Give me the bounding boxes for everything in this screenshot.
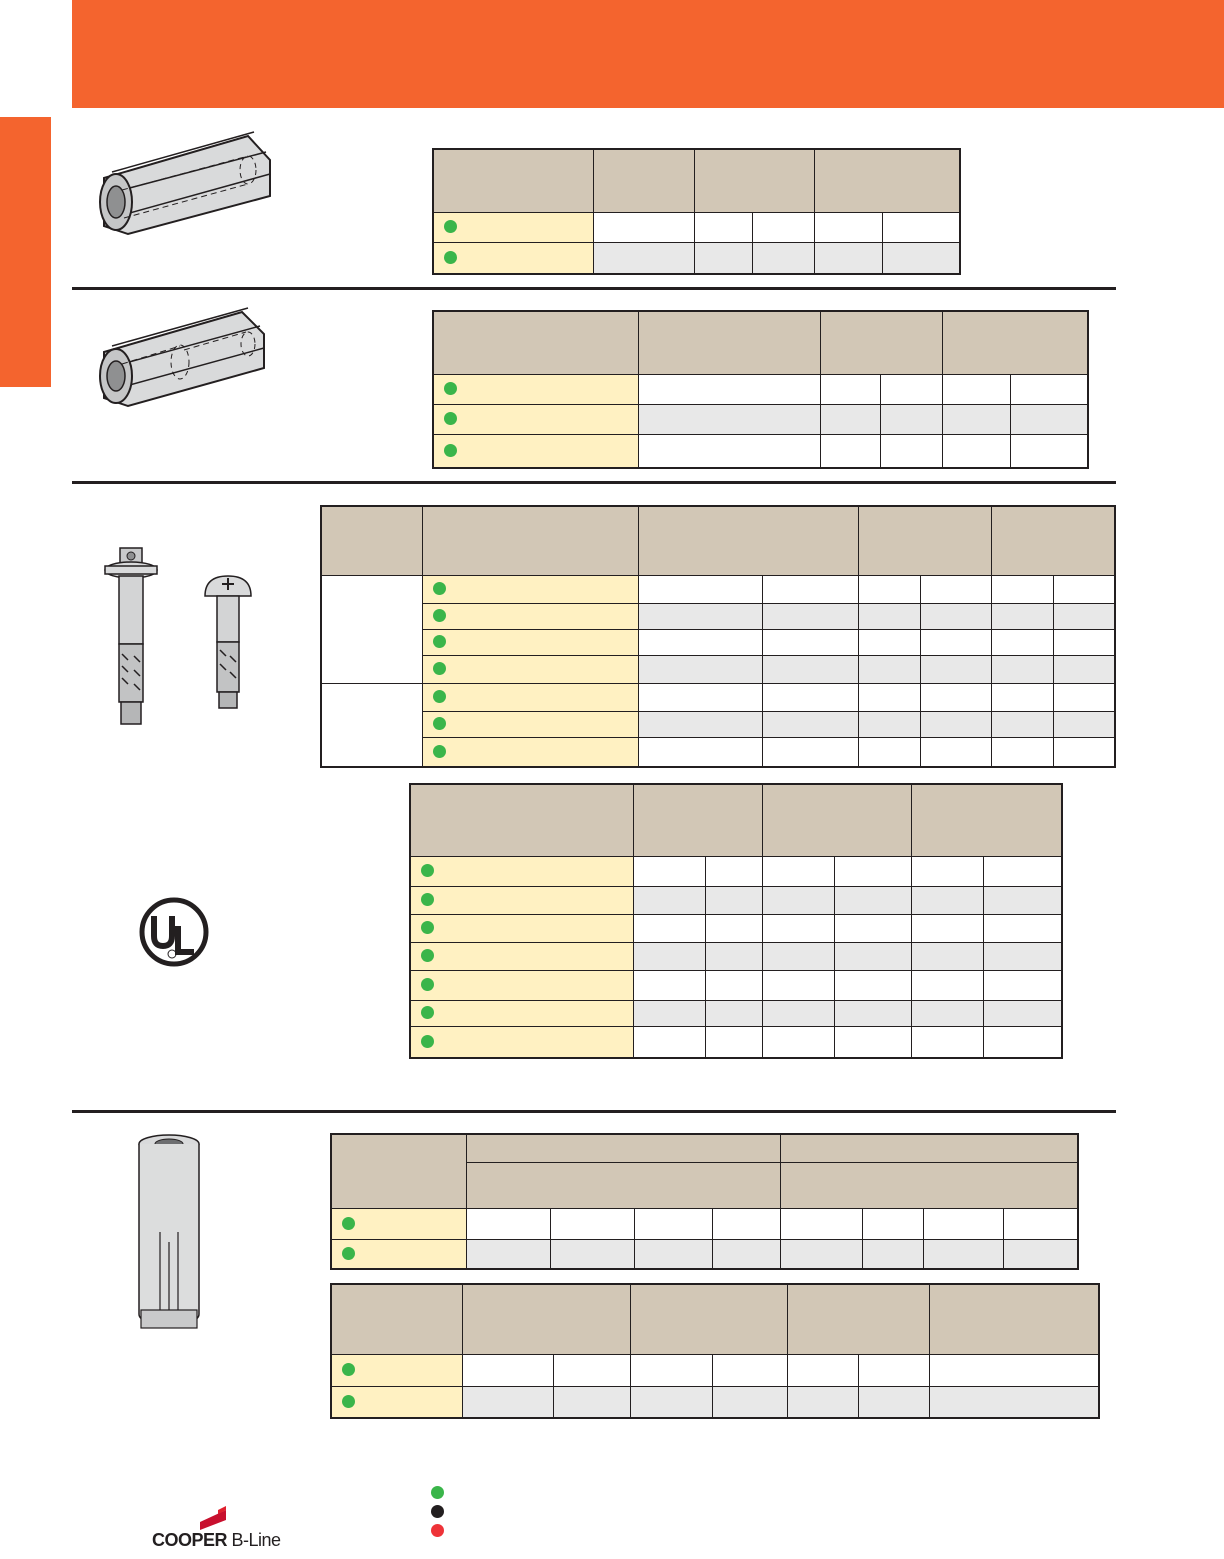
- green-dot-icon: [433, 690, 446, 703]
- green-dot-icon: [433, 717, 446, 730]
- section-divider: [72, 287, 1116, 290]
- green-dot-icon: [433, 582, 446, 595]
- green-dot-icon: [433, 745, 446, 758]
- rod-coupling-image: [98, 130, 278, 238]
- green-dot-icon: [342, 1247, 355, 1260]
- section-divider: [72, 481, 1116, 484]
- green-dot-icon: [342, 1217, 355, 1230]
- spec-table-1: [432, 148, 961, 275]
- spec-table-3: [320, 505, 1116, 768]
- green-dot-icon: [342, 1363, 355, 1376]
- legend-item-black: [431, 1505, 444, 1518]
- drop-in-anchor-image: [132, 1132, 206, 1334]
- green-dot-icon: [444, 444, 457, 457]
- green-dot-icon: [421, 1035, 434, 1048]
- legend-item-red: [431, 1524, 444, 1537]
- green-dot-icon: [421, 921, 434, 934]
- legend-item-green: [431, 1486, 444, 1499]
- section-side-tab: [0, 117, 51, 387]
- spec-table-2: [432, 310, 1089, 469]
- green-dot-icon: [421, 949, 434, 962]
- ul-listed-mark-icon: [138, 896, 210, 968]
- logo-brand: COOPER: [152, 1530, 228, 1550]
- black-dot-icon: [431, 1505, 444, 1518]
- sleeve-anchor-hex-nut-image: [102, 544, 160, 728]
- header-banner: [72, 0, 1224, 108]
- spec-table-6: [330, 1283, 1100, 1419]
- green-dot-icon: [421, 1006, 434, 1019]
- green-dot-icon: [421, 864, 434, 877]
- green-dot-icon: [421, 893, 434, 906]
- green-dot-icon: [431, 1486, 444, 1499]
- spec-table-4: [409, 783, 1063, 1059]
- green-dot-icon: [342, 1395, 355, 1408]
- red-dot-icon: [431, 1524, 444, 1537]
- green-dot-icon: [444, 382, 457, 395]
- section-divider: [72, 1110, 1116, 1113]
- green-dot-icon: [433, 635, 446, 648]
- spec-table-5: [330, 1133, 1079, 1270]
- green-dot-icon: [444, 412, 457, 425]
- cooper-bline-logo: [152, 1506, 312, 1550]
- green-dot-icon: [421, 978, 434, 991]
- green-dot-icon: [444, 251, 457, 264]
- cooper-swoosh-icon: [200, 1506, 240, 1530]
- logo-line: B-Line: [231, 1530, 281, 1550]
- sleeve-anchor-round-head-image: [202, 574, 254, 712]
- green-dot-icon: [433, 662, 446, 675]
- green-dot-icon: [444, 220, 457, 233]
- green-dot-icon: [433, 609, 446, 622]
- reducing-coupling-image: [98, 306, 274, 410]
